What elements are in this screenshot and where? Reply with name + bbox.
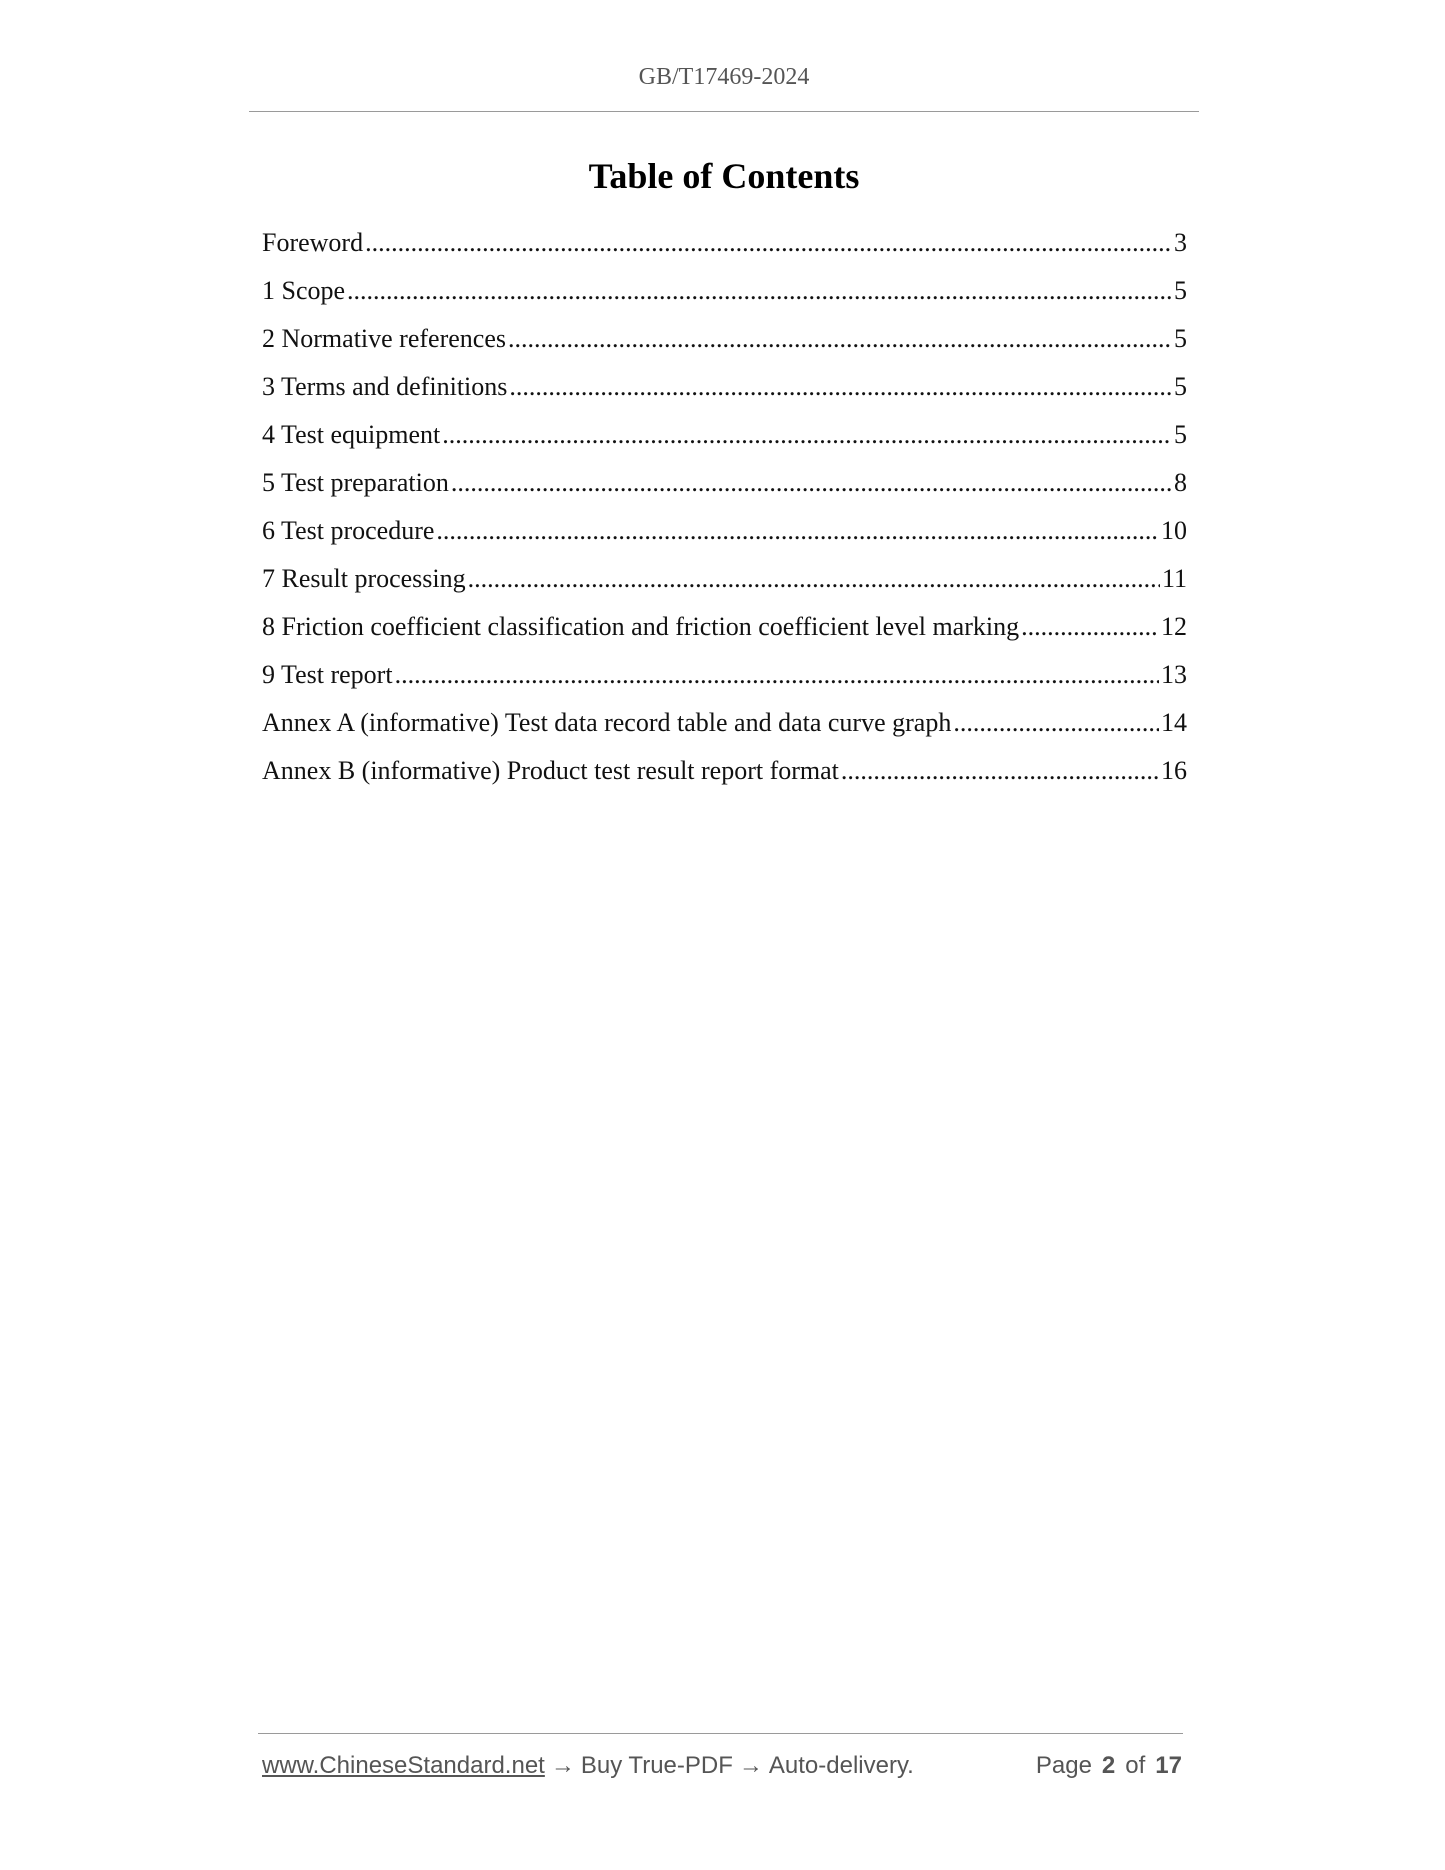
- toc-entry-page: 11: [1161, 564, 1187, 593]
- toc-entry-friction-classification[interactable]: [262, 606, 1187, 654]
- toc-entry-annex-b[interactable]: [262, 750, 1187, 798]
- of-label: of: [1125, 1752, 1146, 1779]
- toc-entry-page: 5: [1174, 276, 1187, 305]
- toc-entry-page: 12: [1161, 612, 1187, 641]
- toc-dot-leader: [347, 270, 1172, 312]
- page-indicator: [1036, 1752, 1182, 1780]
- toc-entry-label: 7 Result processing: [262, 564, 466, 593]
- toc-entry-page: 5: [1174, 420, 1187, 449]
- toc-dot-leader: [395, 654, 1159, 696]
- toc-entry-label: Annex B (informative) Product test result report format: [262, 756, 839, 785]
- toc-entry-page: 8: [1174, 468, 1187, 497]
- toc-entry-label: 8 Friction coefficient classification and friction coefficient level marking: [262, 612, 1020, 641]
- toc-entry-test-preparation[interactable]: [262, 462, 1187, 510]
- toc-entry-annex-a[interactable]: [262, 702, 1187, 750]
- header-divider: [249, 111, 1199, 112]
- toc-entry-label: Foreword: [262, 228, 364, 257]
- page-current: 2: [1101, 1752, 1116, 1779]
- auto-delivery-text: Auto-delivery.: [768, 1752, 914, 1779]
- toc-entry-page: 13: [1161, 660, 1187, 689]
- toc-entry-label: 2 Normative references: [262, 324, 506, 353]
- toc-entry-page: 5: [1174, 372, 1187, 401]
- toc-entry-label: Annex A (informative) Test data record table and data curve graph: [262, 708, 952, 737]
- arrow-right-icon: →: [738, 1752, 763, 1779]
- toc-dot-leader: [436, 510, 1159, 552]
- toc-dot-leader: [1021, 606, 1159, 648]
- toc-entry-label: 3 Terms and definitions: [262, 372, 508, 401]
- toc-entry-label: 6 Test procedure: [262, 516, 435, 545]
- toc-dot-leader: [442, 414, 1172, 456]
- toc-entry-test-procedure[interactable]: [262, 510, 1187, 558]
- toc-dot-leader: [365, 222, 1172, 264]
- toc-entry-page: 14: [1161, 708, 1187, 737]
- footer-divider: [258, 1733, 1183, 1734]
- toc-dot-leader: [451, 462, 1172, 504]
- toc-entry-label: 9 Test report: [262, 660, 393, 689]
- buy-pdf-text: Buy True-PDF: [580, 1752, 733, 1779]
- toc-dot-leader: [508, 318, 1172, 360]
- toc-dot-leader: [468, 558, 1160, 600]
- arrow-right-icon: →: [550, 1752, 575, 1779]
- page-label: Page: [1035, 1752, 1092, 1779]
- toc-title: Table of Contents: [588, 156, 860, 196]
- toc-entry-page: 3: [1174, 228, 1187, 257]
- toc-dot-leader: [509, 366, 1172, 408]
- toc-entry-label: 4 Test equipment: [262, 420, 441, 449]
- toc-entry-test-report[interactable]: [262, 654, 1187, 702]
- footer-promo: [262, 1752, 914, 1780]
- toc-list: [262, 222, 1187, 798]
- toc-entry-scope[interactable]: [262, 270, 1187, 318]
- toc-entry-label: 1 Scope: [262, 276, 346, 305]
- toc-entry-page: 16: [1161, 756, 1187, 785]
- page-footer: [262, 1752, 1182, 1786]
- toc-entry-label: 5 Test preparation: [262, 468, 449, 497]
- toc-entry-foreword[interactable]: [262, 222, 1187, 270]
- toc-entry-page: 5: [1174, 324, 1187, 353]
- document-id-header: GB/T17469-2024: [638, 64, 810, 90]
- toc-entry-result-processing[interactable]: [262, 558, 1187, 606]
- toc-entry-page: 10: [1161, 516, 1187, 545]
- toc-dot-leader: [841, 750, 1159, 792]
- toc-entry-test-equipment[interactable]: [262, 414, 1187, 462]
- site-link[interactable]: www.ChineseStandard.net: [262, 1752, 545, 1779]
- toc-dot-leader: [953, 702, 1159, 744]
- page-total: 17: [1155, 1752, 1182, 1779]
- toc-entry-normative-references[interactable]: [262, 318, 1187, 366]
- toc-entry-terms-definitions[interactable]: [262, 366, 1187, 414]
